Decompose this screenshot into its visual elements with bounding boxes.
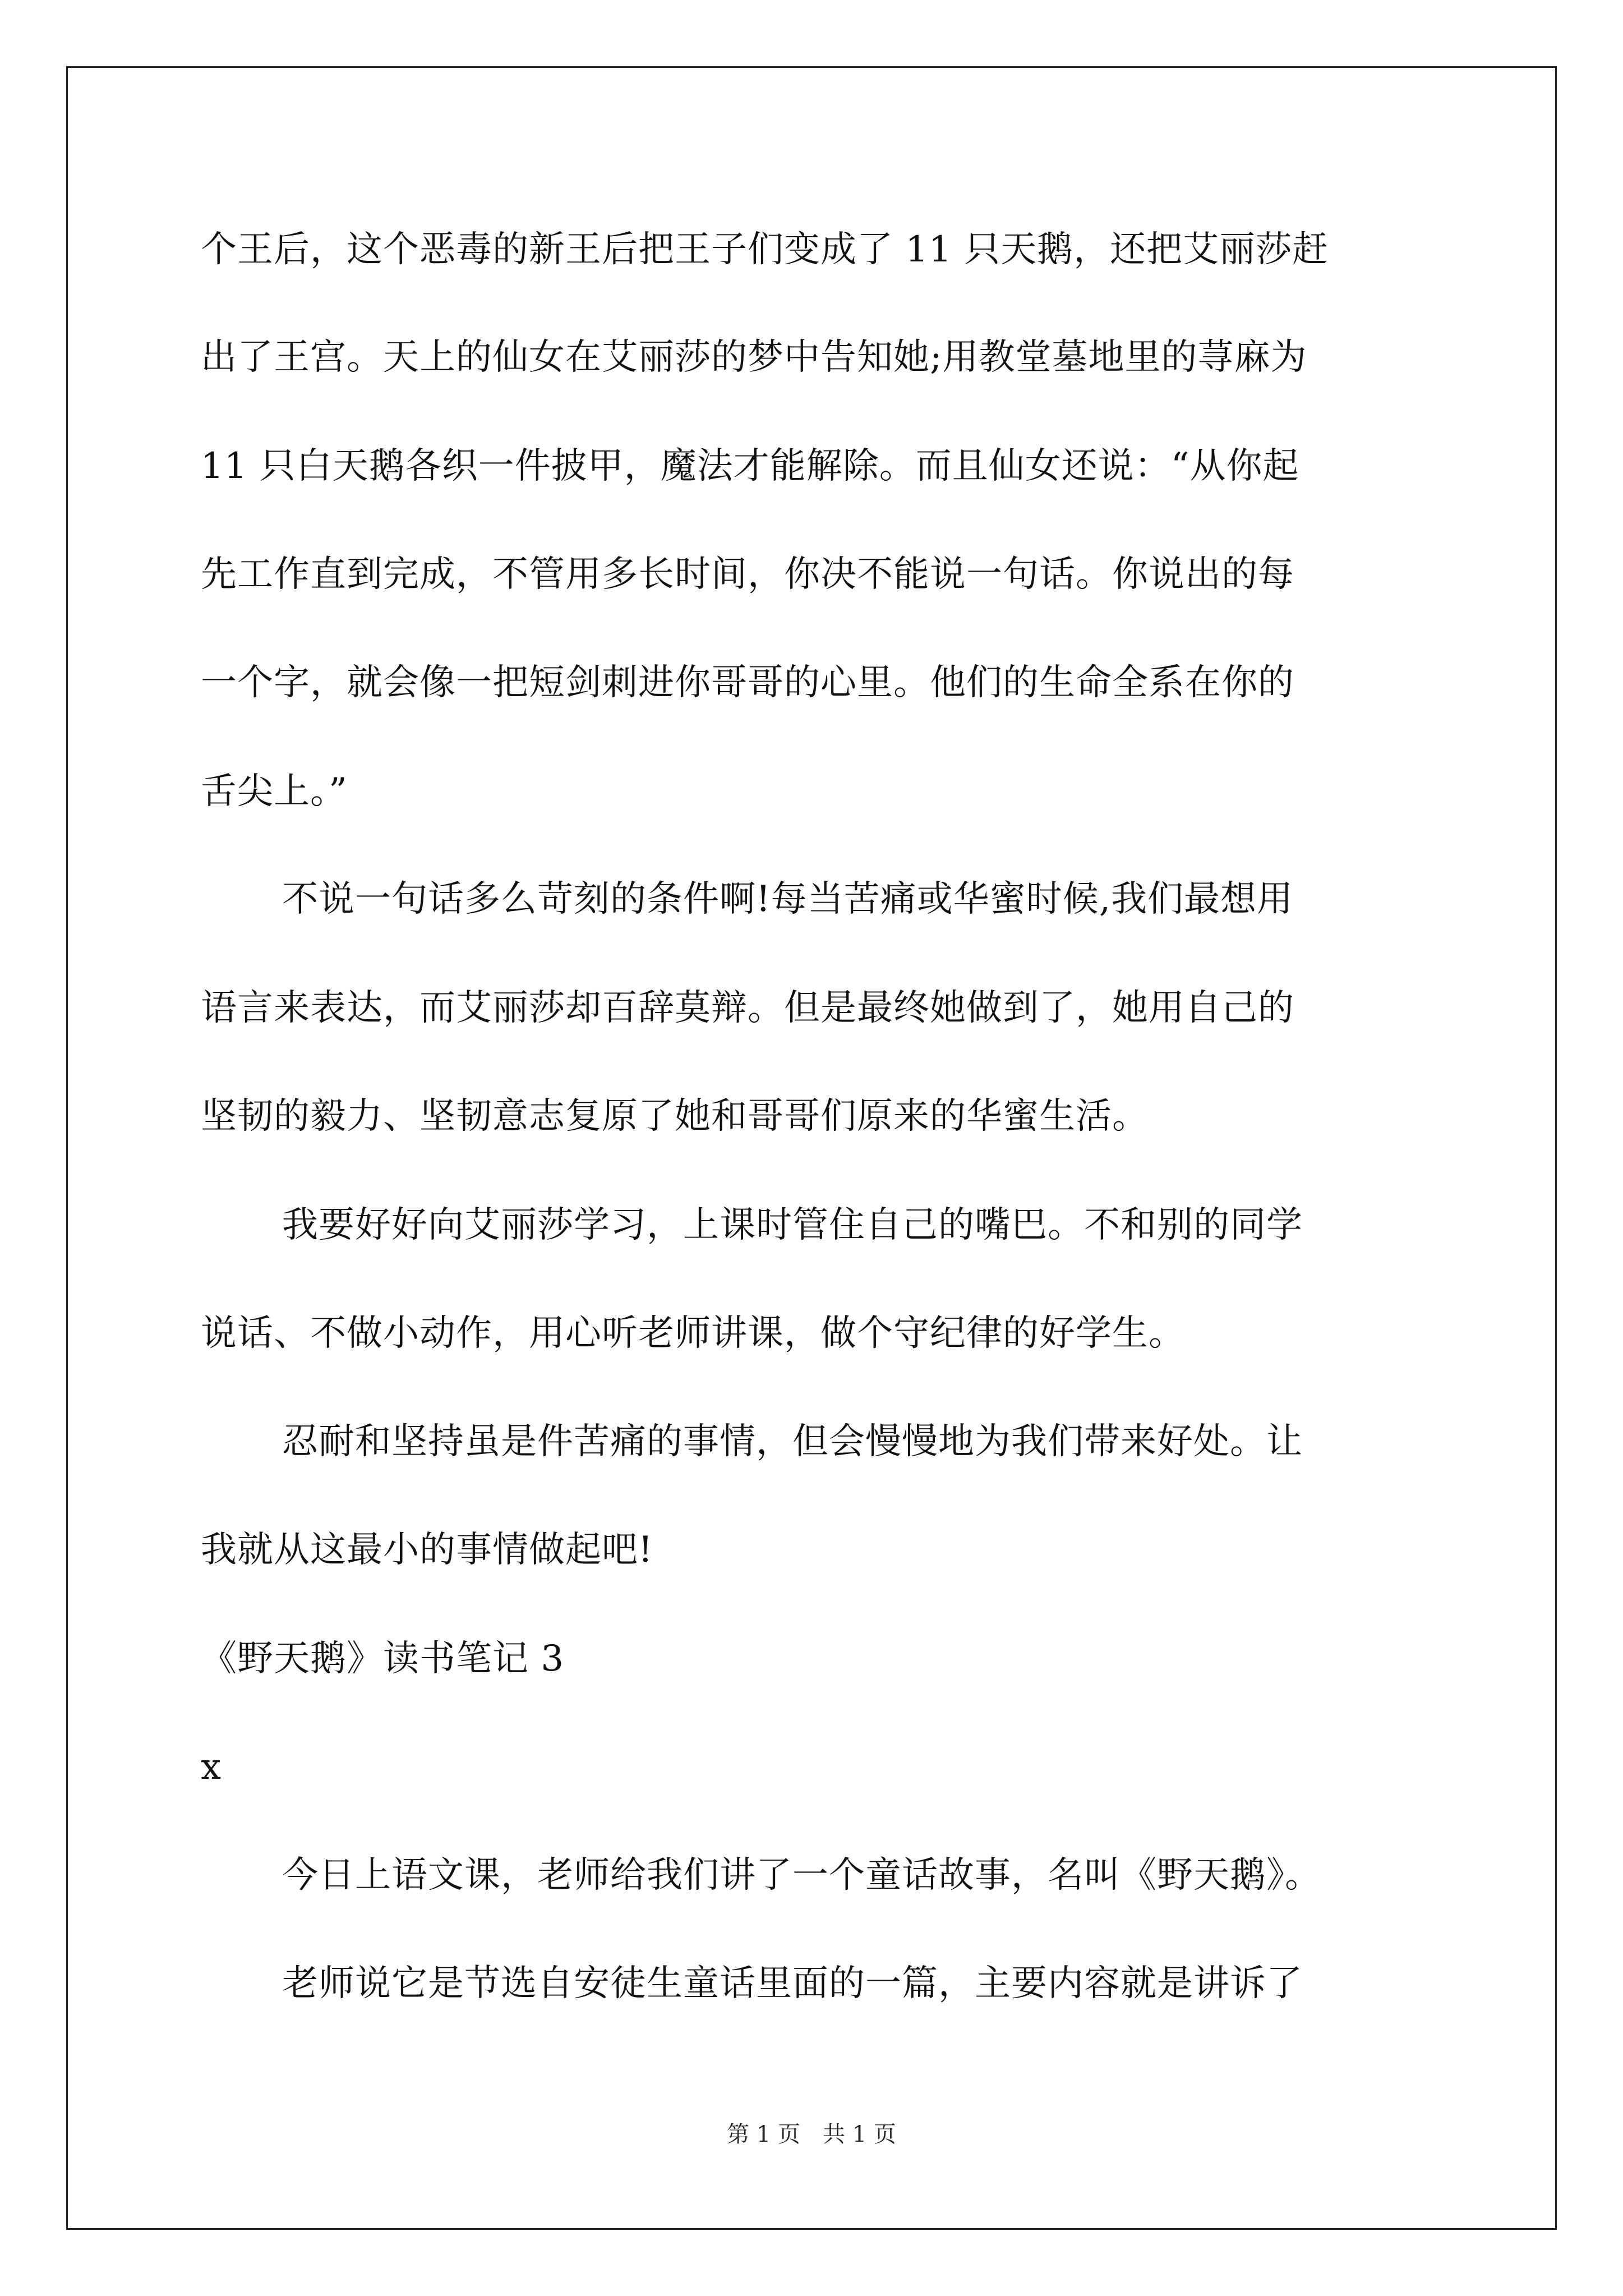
paragraph-line: 一个字，就会像一把短剑刺进你哥哥的心里。他们的生命全系在你的 xyxy=(201,662,1294,703)
paragraph-line: 忍耐和坚持虽是件苦痛的事情，但会慢慢地为我们带来好处。让 xyxy=(282,1421,1303,1462)
paragraph-line: 舌尖上。” xyxy=(201,771,348,812)
paragraph-line: 说话、不做小动作，用心听老师讲课，做个守纪律的好学生。 xyxy=(201,1313,1185,1354)
paragraph-line: 语言来表达，而艾丽莎却百辞莫辩。但是最终她做到了，她用自己的 xyxy=(201,987,1294,1029)
paragraph-line: 今日上语文课，老师给我们讲了一个童话故事，名叫《野天鹅》。 xyxy=(282,1855,1321,1896)
paragraph-line: 个王后，这个恶毒的新王后把王子们变成了 11 只天鹅，还把艾丽莎赶 xyxy=(201,229,1329,270)
page-footer: 第 1 页 共 1 页 xyxy=(727,2122,896,2147)
paragraph-line: 老师说它是节选自安徒生童话里面的一篇，主要内容就是讲诉了 xyxy=(282,1963,1303,2004)
paragraph-line: 不说一句话多么苛刻的条件啊!每当苦痛或华蜜时候,我们最想用 xyxy=(282,878,1294,920)
paragraph-line: 11 只白天鹅各织一件披甲，魔法才能解除。而且仙女还说：“从你起 xyxy=(201,445,1299,487)
section-marker: x xyxy=(201,1746,222,1788)
page-border xyxy=(66,66,1557,2230)
paragraph-line: 坚韧的毅力、坚韧意志复原了她和哥哥们原来的华蜜生活。 xyxy=(201,1096,1149,1137)
section-heading: 《野天鹅》读书笔记 3 xyxy=(201,1638,565,1680)
paragraph-line: 先工作直到完成，不管用多长时间，你决不能说一句话。你说出的每 xyxy=(201,554,1294,595)
paragraph-line: 出了王宫。天上的仙女在艾丽莎的梦中告知她;用教堂墓地里的荨麻为 xyxy=(201,337,1307,378)
paragraph-line: 我要好好向艾丽莎学习，上课时管住自己的嘴巴。不和别的同学 xyxy=(282,1204,1303,1246)
paragraph-line: 我就从这最小的事情做起吧! xyxy=(201,1529,653,1571)
